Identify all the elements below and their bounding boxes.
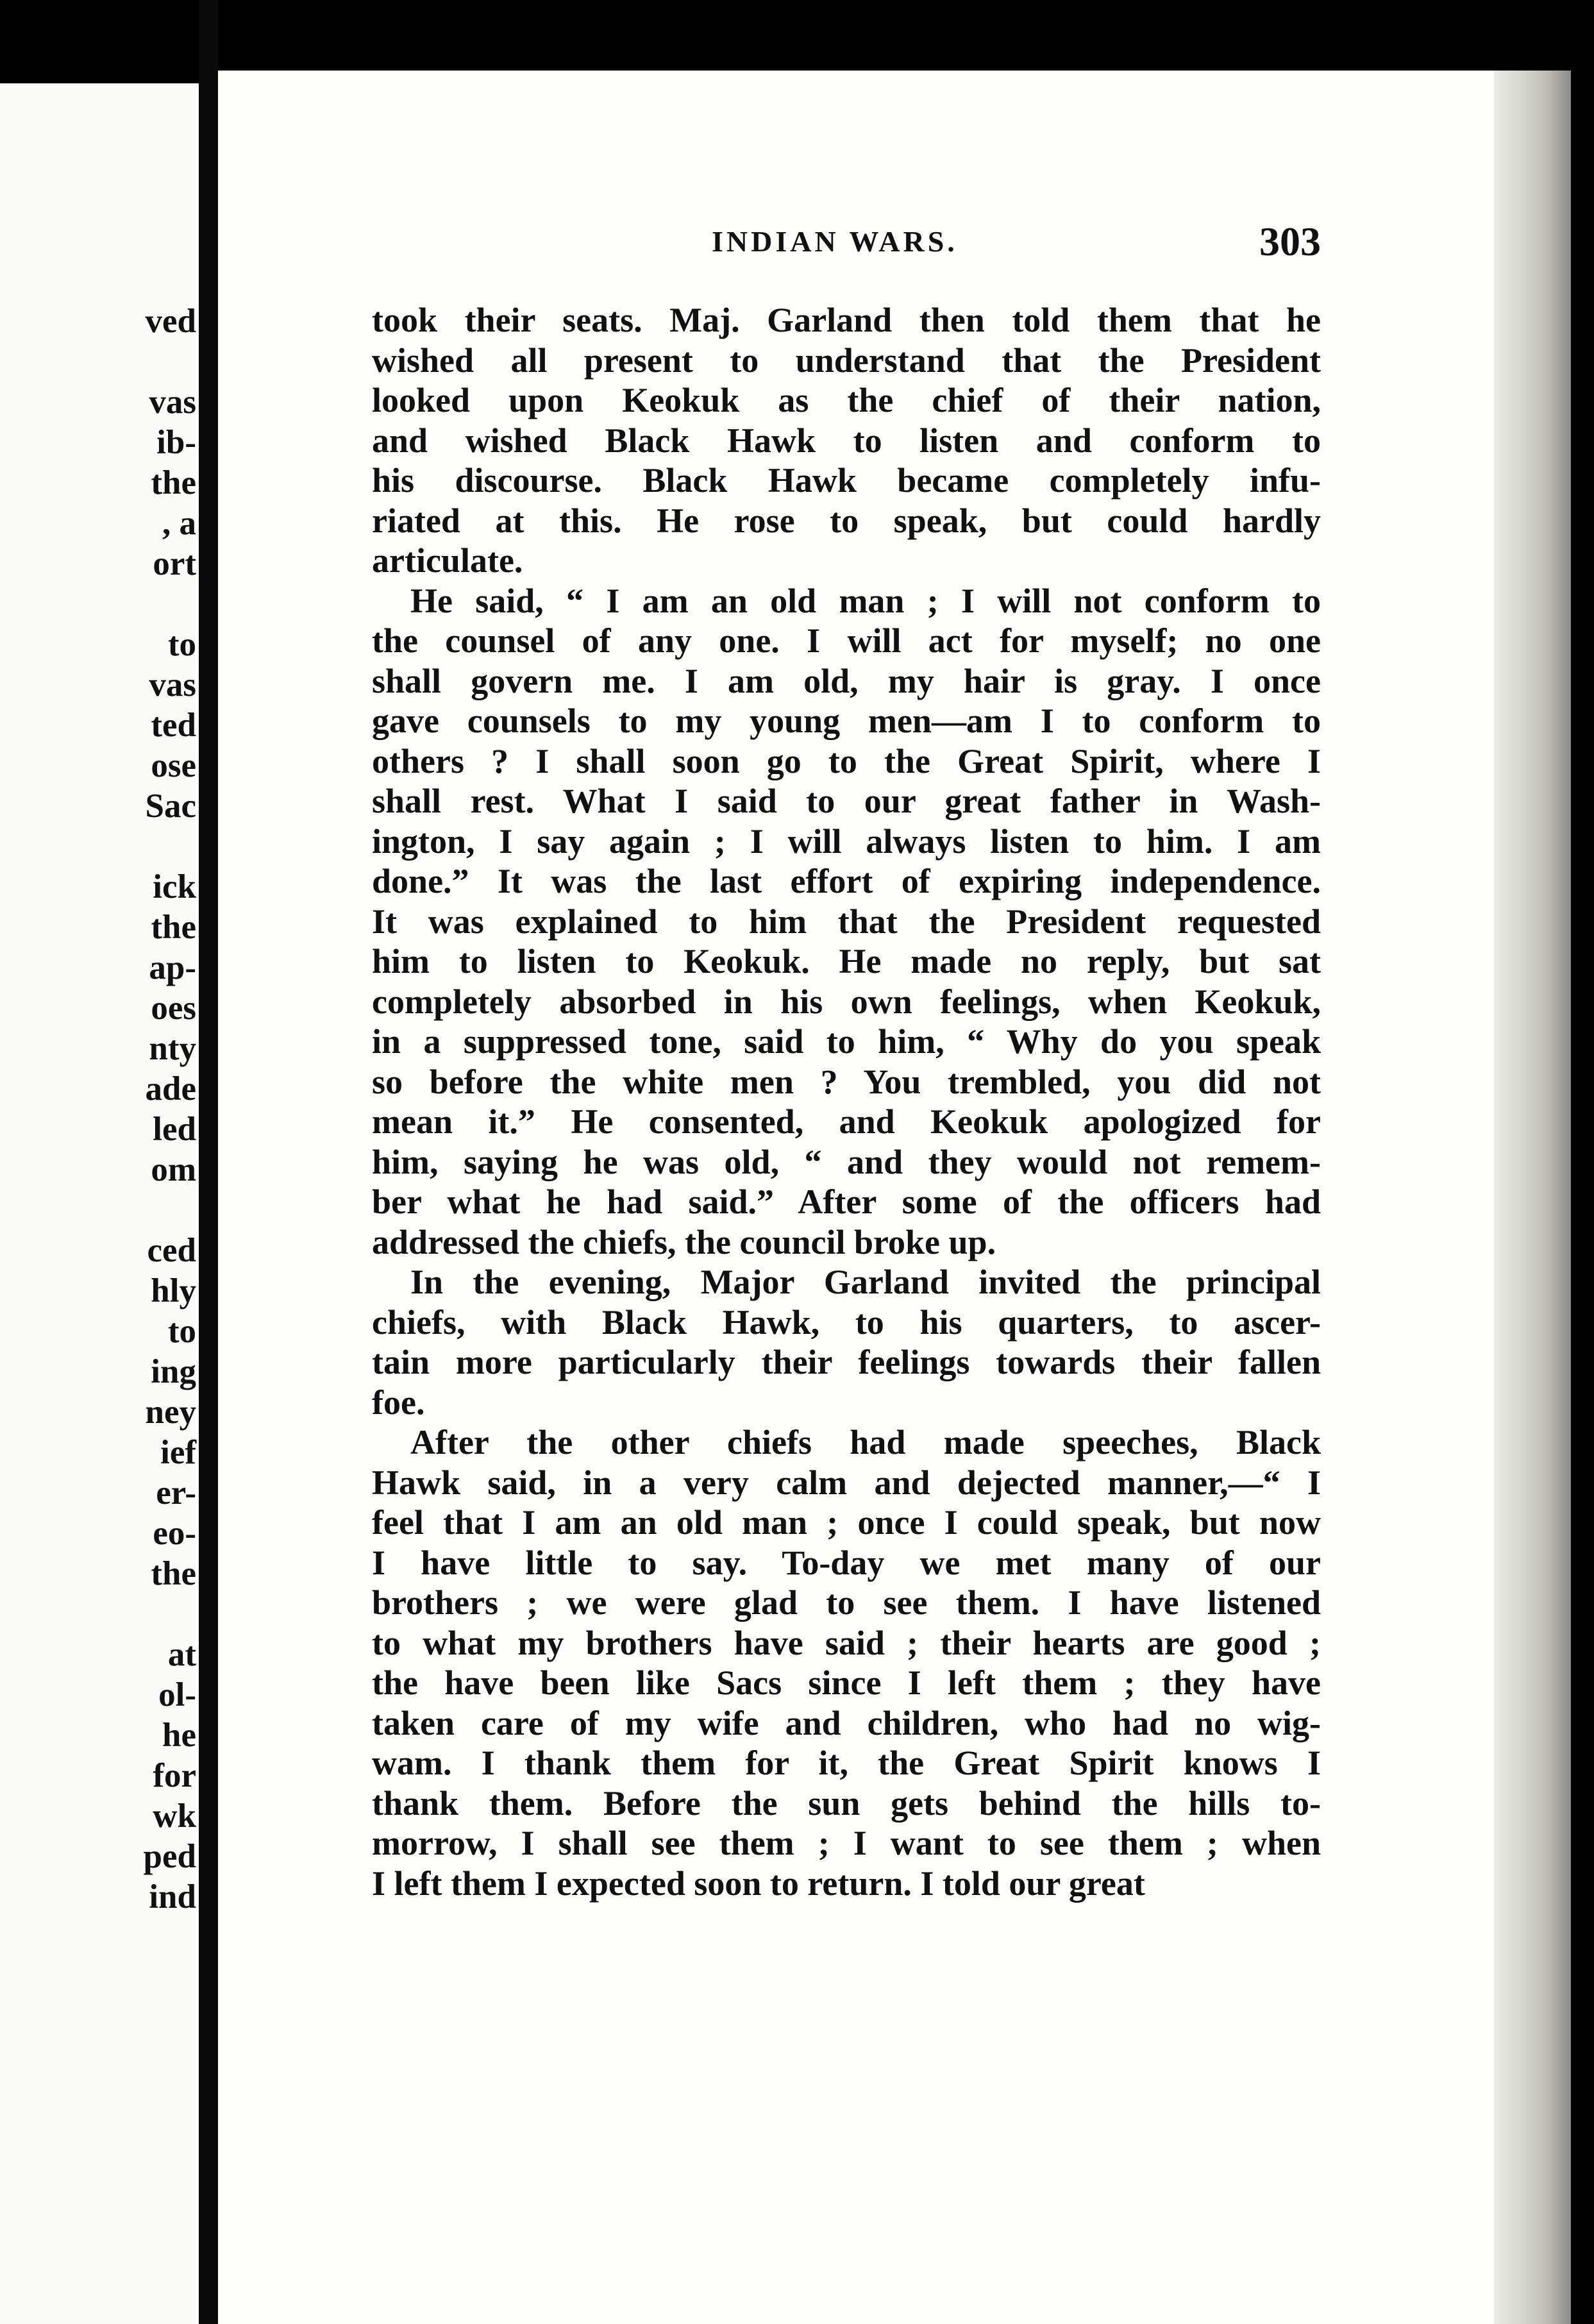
left-page-fragment: om [151,1151,196,1188]
left-page-fragment: vas [149,666,196,703]
text-line: ber what he had said.” After some of the officers had [372,1183,1321,1221]
text-line: in a suppressed tone, said to him, “ Why do you speak [372,1022,1321,1061]
text-line: him, saying he was old, “ and they would not remem- [372,1142,1321,1181]
text-line: done.” It was the last effort of expiring independence. [372,862,1321,900]
text-line: shall rest. What I said to our great father in Wash- [372,782,1321,820]
left-page-fragment: wk [153,1798,196,1835]
left-page [0,83,199,2324]
left-page-fragment: nty [149,1030,196,1067]
left-page-fragment: the [151,909,196,946]
page-edge [1494,71,1571,2324]
left-page-fragment: Sac [145,787,196,825]
text-line: morrow, I shall see them ; I want to see them ; when [372,1824,1321,1862]
text-line: It was explained to him that the President requested [372,902,1321,941]
left-page-fragment: hly [151,1272,196,1309]
left-page-fragment: eo- [153,1515,196,1552]
left-page-fragment: ved [145,303,196,340]
left-page-fragment [68,1190,196,1231]
text-line: wam. I thank them for it, the Great Spirit knows I [372,1744,1321,1782]
text-line: brothers ; we were glad to see them. I have listened [372,1583,1321,1622]
text-line: addressed the chiefs, the council broke up. [372,1222,996,1261]
left-page-fragment: oes [151,989,196,1027]
left-page-fragment: ing [151,1353,196,1390]
text-line: wished all present to understand that the President [372,341,1321,380]
left-page-fragment: ind [149,1878,196,1916]
text-line: riated at this. He rose to speak, but could hardly [372,501,1321,540]
text-line: the have been like Sacs since I left them ; they have [372,1663,1321,1702]
page-number: 303 [1259,219,1321,264]
left-page-fragment [68,827,196,867]
text-line: Hawk said, in a very calm and dejected manner,—“ I [372,1463,1321,1502]
paragraph [372,581,1321,1263]
text-line: taken care of my wife and children, who had no wig- [372,1703,1321,1742]
text-line: thank them. Before the sun gets behind the hills to- [372,1783,1321,1823]
left-page-fragment: ney [145,1394,196,1431]
left-page-fragment [68,1594,196,1635]
left-page-fragment: ted [151,707,196,744]
text-line: In the evening, Major Garland invited the principal [410,1263,1321,1301]
left-page-fragment: vas [149,383,196,421]
left-page-fragment [68,584,196,625]
text-line: ington, I say again ; I will always listen to him. I am [372,821,1321,861]
paragraph [372,1422,1321,1903]
left-page-fragment: ib- [156,424,196,461]
running-head: INDIAN WARS. [712,225,958,258]
left-page-fragment: ose [151,747,196,784]
text-line: He said, “ I am an old man ; I will not conform to [410,581,1321,620]
left-page-fragment: to [167,626,196,663]
text-line: foe. [372,1383,425,1422]
text-line: looked upon Keokuk as the chief of their nation, [372,381,1321,419]
text-line: articulate. [372,541,523,580]
left-page-fragment: ol- [158,1676,196,1714]
text-line: and wished Black Hawk to listen and conform to [372,421,1321,460]
left-page-fragment: to [167,1313,196,1350]
left-page-fragment: ap- [149,949,196,986]
left-page-fragment: for [153,1757,196,1794]
text-line: tain more particularly their feelings towards their fallen [372,1343,1321,1381]
left-page-fragment: the [151,464,196,501]
text-line: chiefs, with Black Hawk, to his quarters, to ascer- [372,1302,1321,1342]
paragraph [372,1262,1321,1422]
text-line: to what my brothers have said ; their hearts are good ; [372,1623,1321,1662]
text-line: others ? I shall soon go to the Great Spirit, where I [372,741,1321,780]
left-page-text [68,301,196,1917]
left-page-fragment: ped [143,1838,196,1875]
text-line: feel that I am an old man ; once I could speak, but now [372,1503,1321,1542]
left-page-fragment: he [162,1717,196,1754]
text-line: his discourse. Black Hawk became completely infu- [372,461,1321,500]
paragraph [372,300,1321,581]
book-gutter [199,0,218,2324]
left-page-fragment: ief [160,1434,196,1471]
text-line: completely absorbed in his own feelings, when Keokuk, [372,982,1321,1021]
text-line: I have little to say. To-day we met many of our [372,1543,1321,1582]
left-page-fragment: at [167,1636,196,1673]
left-page-fragment: ick [153,868,196,905]
text-line: mean it.” He consented, and Keokuk apologized for [372,1102,1321,1141]
left-page-fragment: ade [145,1070,196,1107]
text-line: gave counsels to my young men—am I to conform to [372,702,1321,740]
left-page-fragment: ort [153,545,196,582]
text-line: After the other chiefs had made speeches, Black [410,1423,1321,1461]
text-line: I left them I expected soon to return. I told our great [372,1864,1145,1903]
left-page-fragment: led [153,1111,196,1148]
text-line: the counsel of any one. I will act for myself; no one [372,621,1321,660]
left-page-fragment [68,342,196,382]
text-line: him to listen to Keokuk. He made no reply, but sat [372,942,1321,981]
page-header [712,218,1321,276]
left-page-fragment: ced [147,1232,196,1269]
text-line: took their seats. Maj. Garland then told them that he [372,301,1321,339]
body-text [372,300,1321,1903]
left-page-fragment: er- [156,1474,196,1511]
text-line: so before the white men ? You trembled, you did not [372,1062,1321,1101]
text-line: shall govern me. I am old, my hair is gray. I once [372,661,1321,700]
left-page-fragment: the [151,1555,196,1592]
left-page-fragment: , a [162,505,196,542]
